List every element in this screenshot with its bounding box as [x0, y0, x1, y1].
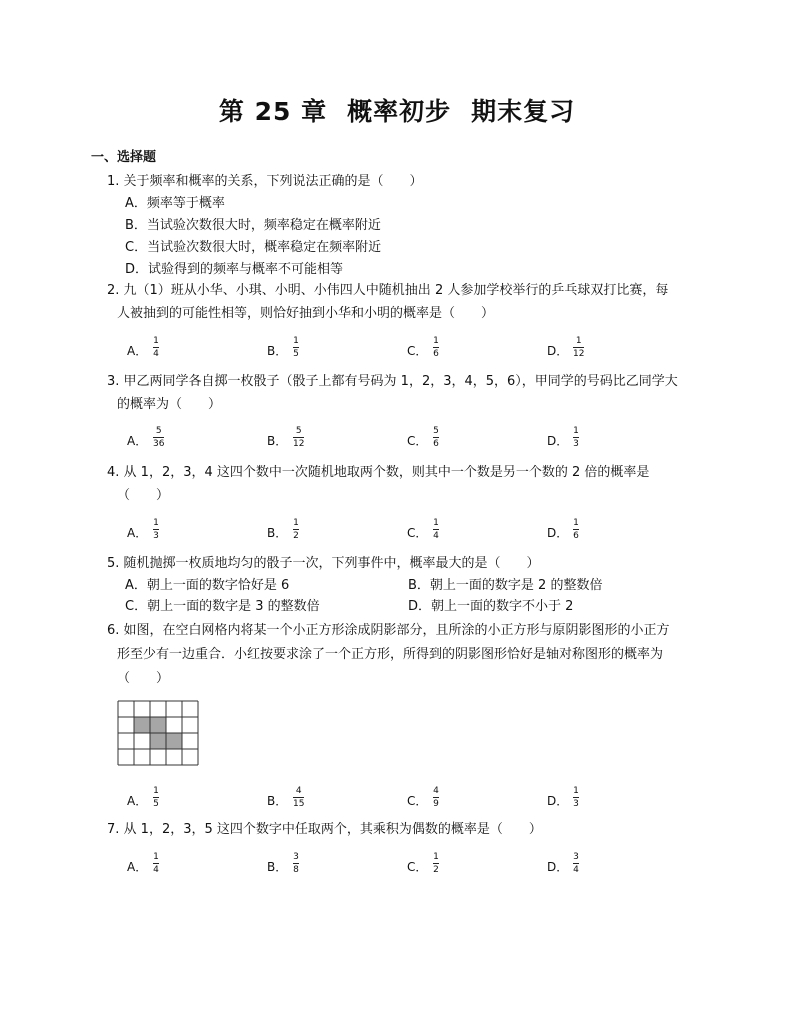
q2-stem-line2: 人被抽到的可能性相等，则恰好抽到小华和小明的概率是（ ）: [117, 306, 495, 321]
q7-stem: 7. 从 1，2，3，5 这四个数字中任取两个，其乘积为偶数的概率是（ ）: [107, 822, 542, 837]
fraction: 5 36: [153, 426, 165, 449]
fraction: 3 8: [293, 852, 299, 875]
page-title: 第 25 章 概率初步 期末复习: [218, 97, 576, 126]
fraction: 1 6: [573, 518, 579, 541]
q5-option-c: C．朝上一面的数字是 3 的整数倍: [125, 599, 320, 614]
q1-option-c: C．当试验次数很大时，概率稳定在频率附近: [125, 240, 382, 255]
q5-option-d: D．朝上一面的数字不小于 2: [408, 599, 574, 614]
q2-stem-line1: 2. 九（1）班从小华、小琪、小明、小伟四人中随机抽出 2 人参加学校举行的乒乓球双打比赛，每: [107, 283, 669, 298]
fraction: 1 5: [293, 336, 299, 359]
q5-stem: 5. 随机抛掷一枚质地均匀的骰子一次，下列事件中，概率最大的是（ ）: [107, 556, 540, 571]
fraction: 5 12: [293, 426, 305, 449]
q3-stem-line2: 的概率为（ ）: [117, 397, 222, 412]
fraction: 1 4: [153, 852, 159, 875]
q6-stem-line2: 形至少有一边重合．小红按要求涂了一个正方形，所得到的阴影图形恰好是轴对称图形的概率为: [117, 647, 664, 662]
fraction: 1 2: [293, 518, 299, 541]
fraction: 4 15: [293, 786, 305, 809]
q6-stem-line1: 6. 如图，在空白网格内将某一个小正方形涂成阴影部分，且所涂的小正方形与原阴影图形的小正方: [107, 623, 670, 638]
fraction: 1 4: [153, 336, 159, 359]
fraction: 4 9: [433, 786, 439, 809]
fraction: 3 4: [573, 852, 579, 875]
fraction: 1 3: [573, 786, 579, 809]
fraction: 1 3: [573, 426, 579, 449]
q1-option-b: B．当试验次数很大时，频率稳定在概率附近: [125, 218, 381, 233]
q1-option-a: A．频率等于概率: [125, 196, 225, 211]
q3-stem-line1: 3. 甲乙两同学各自掷一枚骰子（骰子上都有号码为 1，2，3，4，5，6），甲同学的号码比乙同学大: [107, 374, 678, 389]
q5-option-a: A．朝上一面的数字恰好是 6: [125, 578, 290, 593]
fraction: 1 2: [433, 852, 439, 875]
section-heading: 一、选择题: [91, 150, 157, 165]
fraction: 1 12: [573, 336, 585, 359]
q1-stem: 1. 关于频率和概率的关系，下列说法正确的是（ ）: [107, 174, 423, 189]
q4-stem-line1: 4. 从 1，2，3，4 这四个数中一次随机地取两个数，则其中一个数是另一个数的 2 倍的概率是: [107, 465, 650, 480]
q1-option-d: D．试验得到的频率与概率不可能相等: [125, 262, 344, 277]
q6-grid-figure: [117, 700, 199, 766]
fraction: 1 3: [153, 518, 159, 541]
q6-stem-line3: （ ）: [117, 671, 170, 686]
fraction: 1 6: [433, 336, 439, 359]
q4-stem-line2: （ ）: [117, 488, 170, 503]
fraction: 5 6: [433, 426, 439, 449]
fraction: 1 4: [433, 518, 439, 541]
q5-option-b: B．朝上一面的数字是 2 的整数倍: [408, 578, 603, 593]
fraction: 1 5: [153, 786, 159, 809]
